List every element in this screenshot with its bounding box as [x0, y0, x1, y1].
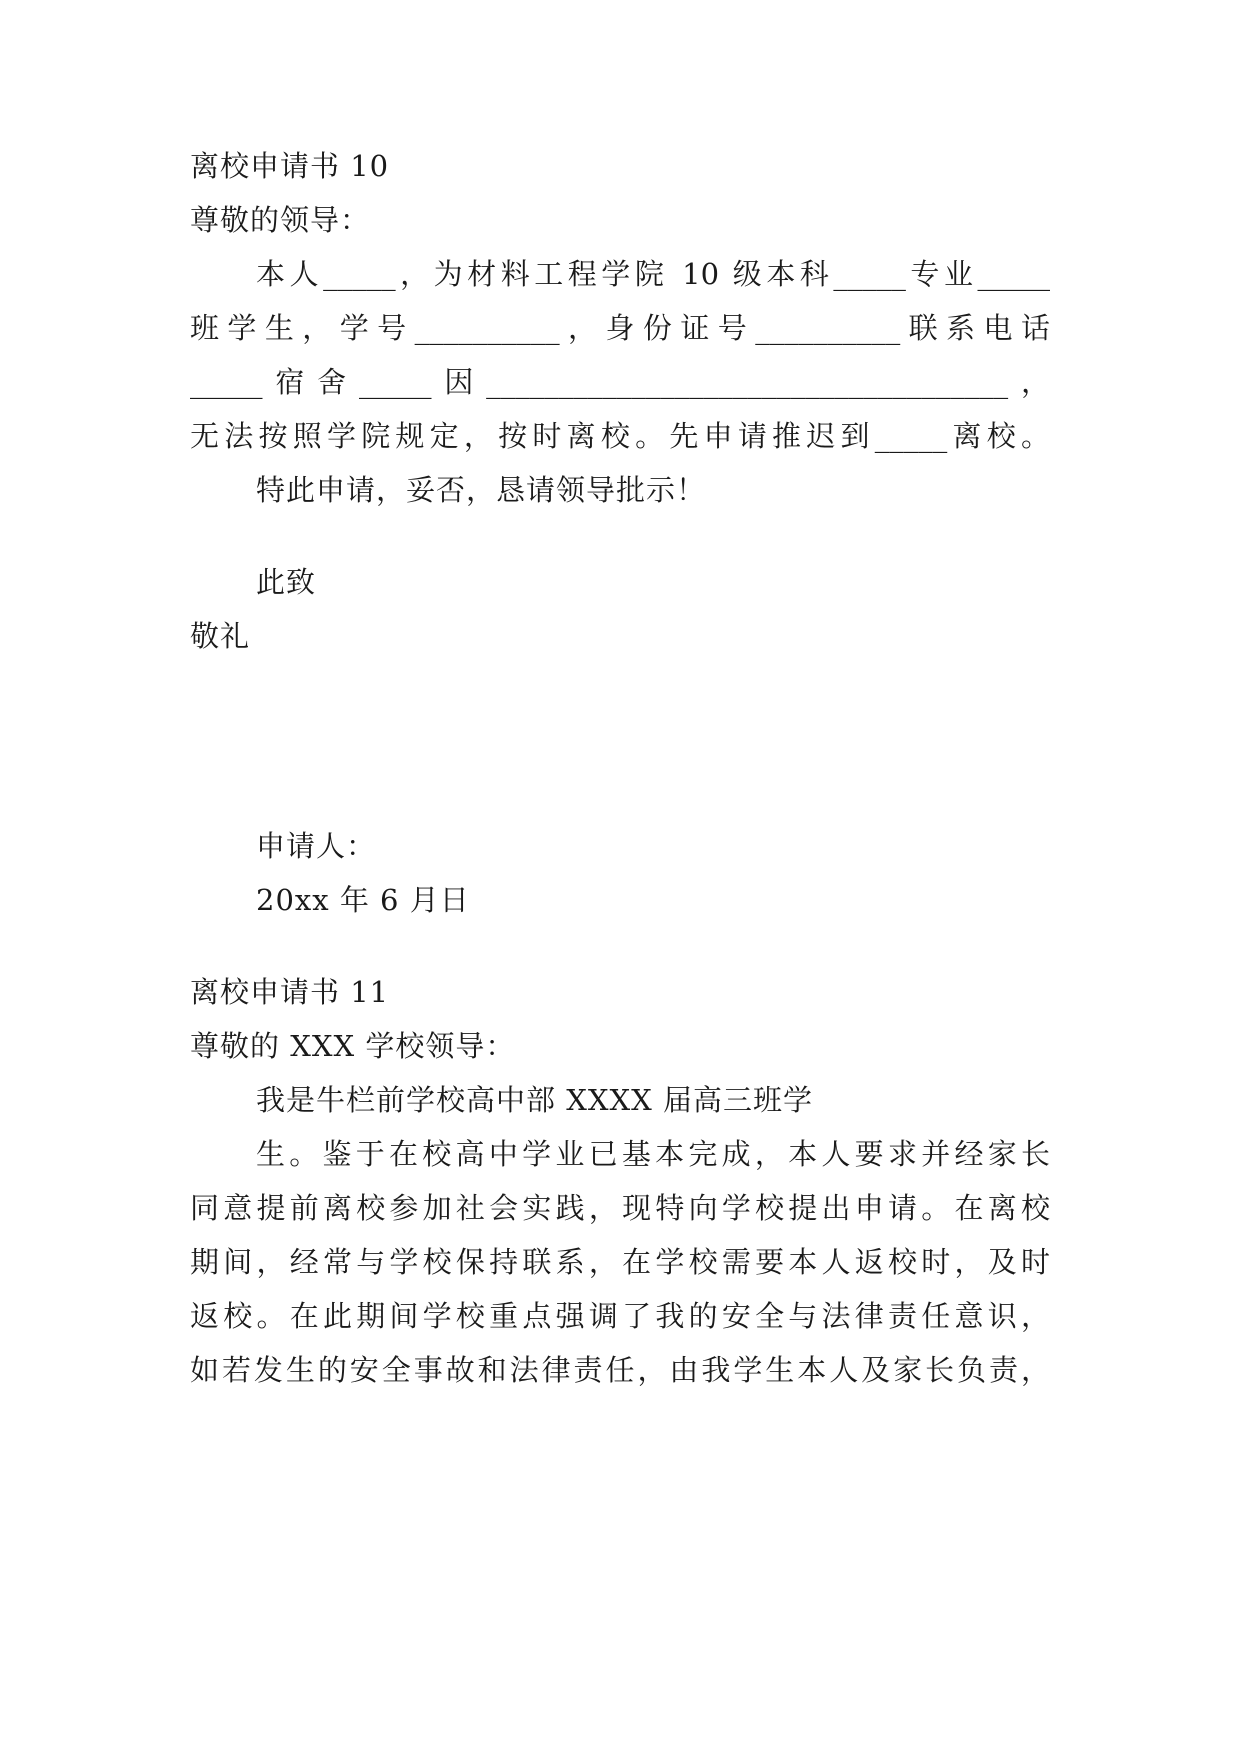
letter1-closing-2: 敬礼: [190, 619, 251, 653]
letter2-salutation: 尊敬的 XXX 学校领导：: [190, 1029, 516, 1063]
letter2-body-line-4: 期间，经常与学校保持联系，在学校需要本人返校时，及时: [190, 1245, 1050, 1279]
letter1-title: 离校申请书 10: [190, 149, 390, 183]
letter1-salutation: 尊敬的领导：: [190, 203, 371, 237]
letter1-closing-1: 此致: [256, 565, 317, 599]
letter2-body-line-3: 同意提前离校参加社会实践，现特向学校提出申请。在离校: [190, 1191, 1050, 1225]
letter1-body-line-2: 班学生，学号__________，身份证号__________联系电话: [190, 311, 1050, 345]
letter1-body-line-3: _____宿舍_____因____________________________________，: [190, 365, 1050, 399]
letter2-body-line-1: 我是牛栏前学校高中部 XXXX 届高三班学: [256, 1083, 814, 1117]
letter2-title: 离校申请书 11: [190, 975, 390, 1009]
letter2-body-line-5: 返校。在此期间学校重点强调了我的安全与法律责任意识，: [190, 1299, 1050, 1333]
letter1-body-line-1: 本人_____，为材料工程学院 10 级本科_____专业_____: [256, 257, 1050, 291]
letter1-date: 20xx 年 6 月日: [256, 883, 470, 917]
letter1-request: 特此申请，妥否，恳请领导批示！: [256, 473, 707, 507]
letter2-body-line-2: 生。鉴于在校高中学业已基本完成，本人要求并经家长: [256, 1137, 1050, 1171]
letter2-body-line-6: 如若发生的安全事故和法律责任，由我学生本人及家长负责，: [190, 1353, 1050, 1387]
letter1-body-line-4: 无法按照学院规定，按时离校。先申请推迟到_____离校。: [190, 419, 1050, 453]
letter1-signature-label: 申请人：: [256, 829, 377, 863]
